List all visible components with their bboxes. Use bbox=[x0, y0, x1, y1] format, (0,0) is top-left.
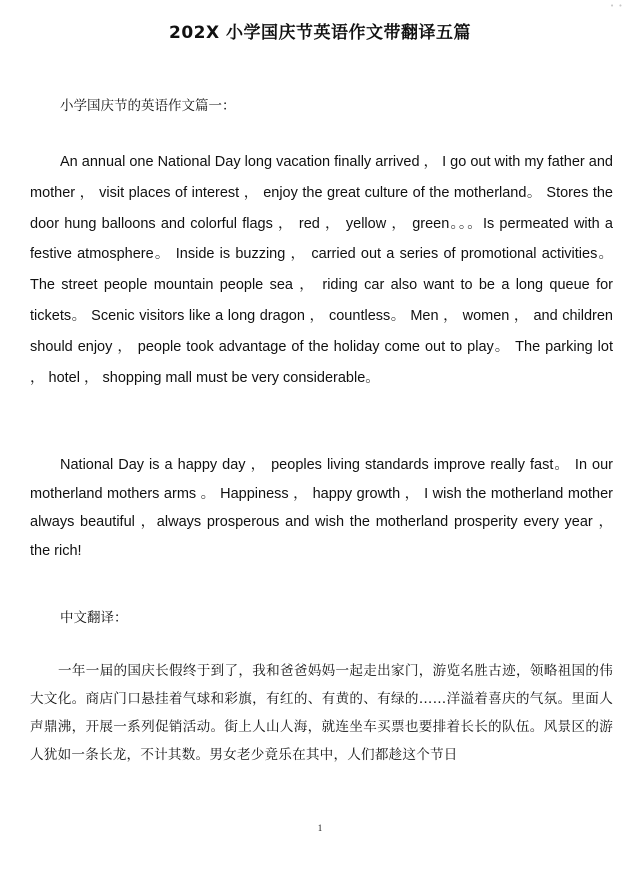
english-paragraph-1: An annual one National Day long vacation finally arrived ， I go out with my father and mother ， visit places of interest ， enjoy the great culture of the motherland。 Stores the door hung balloons and colorful flags ， red ， yellow ， green。。。Is permeated with a festive atmosphere。 Inside is buzzing ， carried out a series of promotional activities。 The street people mountain people sea ， riding car also want to be a long queue for tickets。 Scenic visitors like a long dragon ， countless。 Men ， women ， and children should enjoy ， people took advantage of the holiday come out to play。 The parking lot ， hotel ， shopping mall must be very considerable。 bbox=[30, 154, 613, 386]
page-number: 1 bbox=[317, 823, 323, 833]
corner-marks: • • bbox=[610, 2, 624, 10]
document-title: 202X 小学国庆节英语作文带翻译五篇 bbox=[168, 23, 471, 43]
english-paragraph-2: National Day is a happy day ， peoples living standards improve really fast。 In our motherland mothers arms 。 Happiness ， happy growth ， I wish the motherland mother always beautiful ，always prosperous and wish the motherland prosperity every year ， the rich! bbox=[30, 457, 613, 560]
chinese-paragraph-1: 一年一届的国庆长假终于到了，我和爸爸妈妈一起走出家门，游览名胜古迹，领略祖国的伟大文化。商店门口悬挂着气球和彩旗，有红的、有黄的、有绿的……洋溢着喜庆的气氛。里面人声鼎沸，开展一系列促销活动。街上人山人海，就连坐车买票也要排着长长的队伍。风景区的游人犹如一条长龙，不计其数。男女老少竟乐在其中，人们都趁这个节日 bbox=[30, 663, 613, 763]
section-heading-essay-one: 小学国庆节的英语作文篇一： bbox=[60, 98, 236, 114]
section-heading-translation: 中文翻译： bbox=[60, 610, 128, 626]
